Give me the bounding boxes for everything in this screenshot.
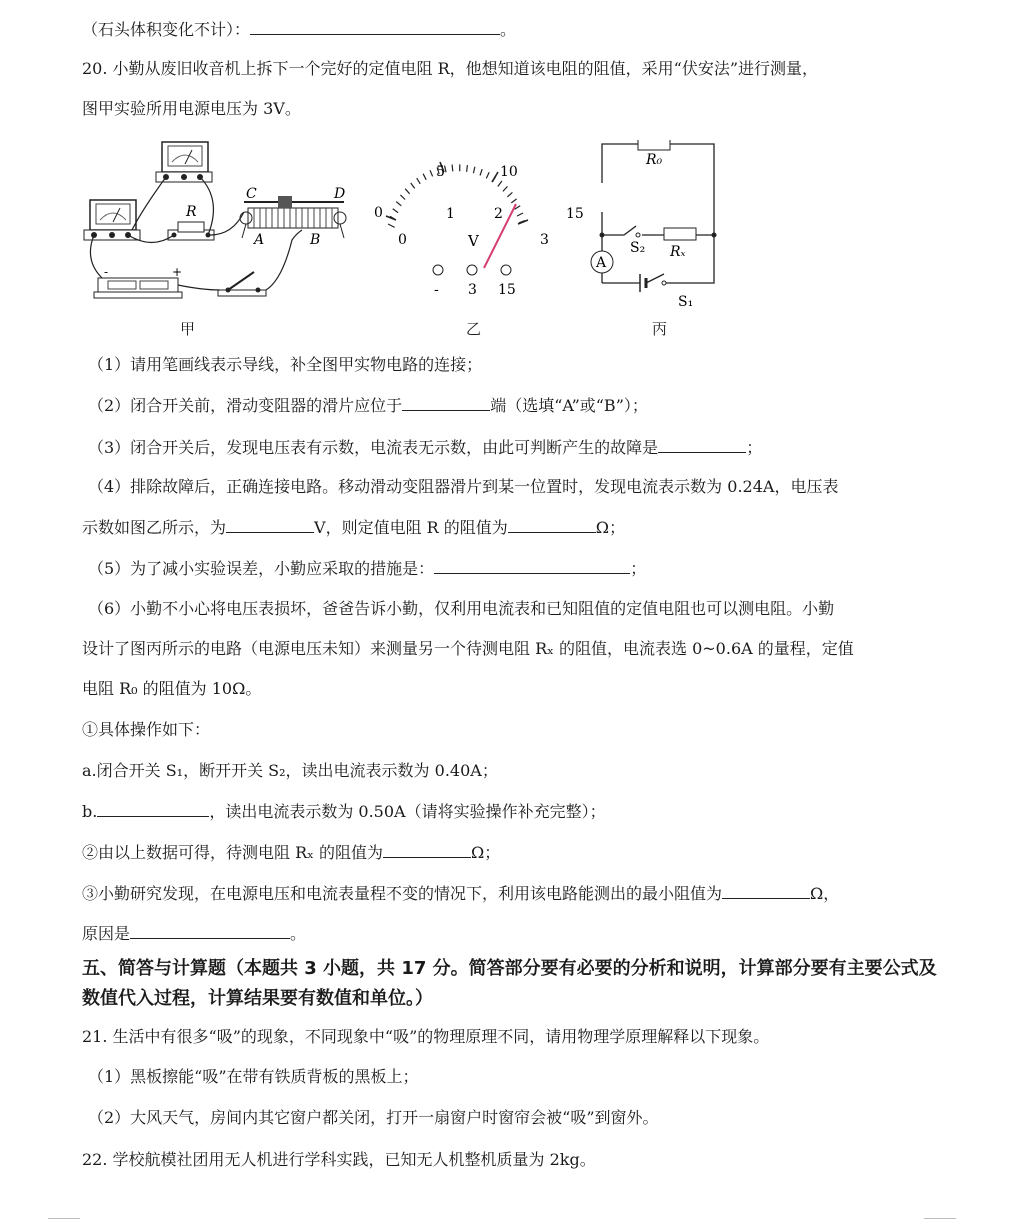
q20-op-b — [82, 800, 606, 823]
top-scale-10: 10 — [500, 164, 518, 180]
terminal-label-neg: - — [434, 282, 439, 298]
answer-blank[interactable] — [226, 516, 314, 533]
bottom-scale-0: 0 — [398, 232, 407, 248]
top-scale-15: 15 — [566, 206, 584, 222]
q20-op2-suffix: Ω； — [471, 843, 501, 862]
q20-p5 — [88, 557, 646, 580]
section5-heading: 五、简答与计算题（本题共 3 小题，共 17 分。简答部分要有必要的分析和说明，计算部分要有主要公式及数值代入过程，计算结果要有数值和单位。） — [82, 958, 937, 1009]
top-scale-0: 0 — [374, 205, 383, 221]
ammeter-label: A — [596, 255, 607, 271]
q20-p1: （1）请用笔画线表示导线，补全图甲实物电路的连接； — [88, 355, 483, 374]
terminal-15 — [501, 265, 511, 275]
q20-op2 — [82, 841, 500, 864]
q20-stem-line2: 图甲实验所用电源电压为 3V。 — [82, 99, 301, 118]
q20-p6-line2: 设计了图丙所示的电路（电源电压未知）来测量另一个待测电阻 Rₓ 的阻值，电流表选 0~0.6A 的量程，定值 — [82, 639, 854, 658]
q20-op-title: ①具体操作如下： — [82, 720, 211, 739]
rx-resistor-icon — [664, 228, 696, 240]
q20-p6-line1: （6）小勤不小心将电压表损坏，爸爸告诉小勤，仅利用电流表和已知阻值的定值电阻也可以测电阻。小勤 — [88, 599, 835, 618]
answer-blank[interactable] — [383, 841, 471, 858]
label-minus: - — [104, 265, 109, 279]
switch-icon — [218, 272, 266, 296]
q20-p4-text-c: Ω； — [595, 518, 626, 537]
top-scale-5: 5 — [436, 164, 445, 180]
circuit-jia-figure — [82, 140, 352, 308]
bottom-scale-1: 1 — [446, 206, 455, 222]
q20-p2-text: （2）闭合开关前，滑动变阻器的滑片应位于 — [88, 396, 403, 415]
voltmeter-dial-figure — [368, 140, 590, 308]
label-rx: Rₓ — [670, 244, 686, 260]
answer-blank[interactable] — [434, 557, 630, 574]
bottom-scale-2: 2 — [494, 206, 503, 222]
q20-p4-line2 — [82, 516, 625, 539]
label-s2: S₂ — [630, 240, 646, 256]
q20-p5-text: （5）为了减小实验误差，小勤应采取的措施是： — [88, 559, 435, 578]
q20-p2 — [88, 394, 648, 417]
answer-blank[interactable] — [508, 516, 596, 533]
q20-op3-line1 — [82, 882, 839, 905]
q22-stem: 22. 学校航模社团用无人机进行学科实践，已知无人机整机质量为 2kg。 — [82, 1150, 596, 1169]
terminal-label-15: 15 — [498, 282, 516, 298]
answer-blank[interactable] — [402, 394, 490, 411]
label-r: R — [186, 204, 197, 220]
q21-stem: 21. 生活中有很多“吸”的现象，不同现象中“吸”的物理原理不同，请用物理学原理解释以下现象。 — [82, 1027, 770, 1046]
circuit-bing-figure — [586, 140, 722, 308]
q20-p6-line3: 电阻 R₀ 的阻值为 10Ω。 — [82, 679, 262, 698]
q20-stem-line1: 20. 小勤从废旧收音机上拆下一个完好的定值电阻 R，他想知道该电阻的阻值，采用“伏安法”进行测量， — [82, 59, 819, 78]
q20-op3-suffix: Ω， — [810, 884, 840, 903]
label-d: D — [334, 186, 346, 202]
unit-v: V — [468, 232, 479, 250]
q20-p3 — [88, 436, 762, 459]
label-s1: S₁ — [678, 294, 694, 308]
caption-jia: 甲 — [180, 320, 196, 338]
q21-p2: （2）大风天气，房间内其它窗户都关闭，打开一扇窗户时窗帘会被“吸”到窗外。 — [88, 1108, 659, 1127]
q20-op3-line2 — [82, 922, 306, 945]
q20-op3-end: 。 — [290, 924, 307, 943]
label-c: C — [246, 186, 257, 202]
punct: 。 — [500, 20, 517, 39]
q20-p4-text-a: 示数如图乙所示，为 — [82, 518, 227, 537]
caption-yi: 乙 — [466, 320, 482, 338]
continuation-line — [82, 18, 516, 41]
q20-p3-suffix: ； — [746, 438, 763, 457]
q20-p2-suffix: 端（选填“A”或“B”）； — [490, 396, 648, 415]
battery-icon — [94, 278, 182, 298]
terminal-label-3: 3 — [468, 282, 477, 298]
label-r0: R₀ — [646, 152, 663, 168]
label-b: B — [310, 232, 321, 248]
q21-p1: （1）黑板擦能“吸”在带有铁质背板的黑板上； — [88, 1067, 419, 1086]
q20-p4-line1: （4）排除故障后，正确连接电路。移动滑动变阻器滑片到某一位置时，发现电流表示数为 0.24A，电压表 — [88, 477, 839, 496]
q20-op3-text: ③小勤研究发现，在电源电压和电流表量程不变的情况下，利用该电路能测出的最小阻值为 — [82, 884, 723, 903]
q20-p3-text: （3）闭合开关后，发现电压表有示数，电流表无示数，由此可判断产生的故障是 — [88, 438, 659, 457]
terminal-3 — [467, 265, 477, 275]
q20-op-b-prefix: b. — [82, 802, 98, 821]
footer-rule-right — [924, 1218, 956, 1219]
continuation-text: （石头体积变化不计）： — [82, 20, 251, 39]
answer-blank[interactable] — [658, 436, 746, 453]
q20-op2-text: ②由以上数据可得，待测电阻 Rₓ 的阻值为 — [82, 843, 384, 862]
answer-blank[interactable] — [250, 18, 500, 35]
label-plus: + — [172, 265, 183, 279]
terminal-neg — [433, 265, 443, 275]
switch-s2-icon — [636, 233, 640, 237]
voltmeter-jia-icon — [156, 142, 212, 182]
switch-s1-icon — [646, 274, 666, 285]
q20-p5-suffix: ； — [630, 559, 647, 578]
r0-resistor-icon — [638, 140, 670, 150]
q20-p4-text-b: V，则定值电阻 R 的阻值为 — [314, 518, 508, 537]
q20-op3-reason-label: 原因是 — [82, 924, 131, 943]
bottom-scale-3: 3 — [540, 232, 549, 248]
resistor-r-icon — [168, 222, 214, 240]
q20-op-a: a.闭合开关 S₁，断开开关 S₂，读出电流表示数为 0.40A； — [82, 761, 498, 780]
footer-rule-left — [48, 1218, 80, 1219]
battery-symbol-icon — [640, 274, 646, 292]
answer-blank[interactable] — [722, 882, 810, 899]
answer-blank[interactable] — [97, 800, 209, 817]
answer-blank[interactable] — [130, 922, 290, 939]
ammeter-jia-icon — [84, 200, 140, 240]
caption-bing: 丙 — [652, 320, 668, 338]
q20-op-b-text: ，读出电流表示数为 0.50A（请将实验操作补充完整）； — [209, 802, 606, 821]
label-a: A — [254, 232, 265, 248]
